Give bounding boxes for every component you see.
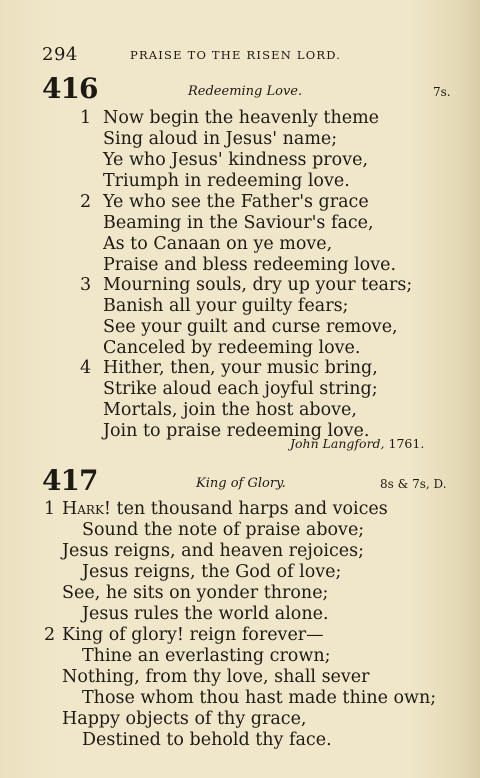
verse-number: 2 xyxy=(44,625,56,645)
author-name: John Langford, xyxy=(290,436,385,451)
verse-line: Now begin the heavenly theme xyxy=(103,108,380,128)
verse-number: 2 xyxy=(80,192,92,212)
verse-line: Triumph in redeeming love. xyxy=(103,171,350,191)
verse-number: 1 xyxy=(44,499,56,519)
first-line-rest: ten thousand harps and voices xyxy=(110,499,388,519)
verse-line: Join to praise redeeming love. xyxy=(103,421,370,441)
hymn-title-416: Redeeming Love. xyxy=(188,84,303,99)
hymn-meter-416: 7s. xyxy=(433,85,451,99)
verse-line: Nothing, from thy love, shall sever xyxy=(62,667,370,687)
verse-line: Mortals, join the host above, xyxy=(103,400,357,420)
verse-line: Jesus reigns, and heaven rejoices; xyxy=(62,541,364,561)
verse-line: Praise and bless redeeming love. xyxy=(103,255,397,275)
verse-line: Thine an everlasting crown; xyxy=(82,646,331,666)
verse-number: 4 xyxy=(80,358,92,378)
verse-line: Sound the note of praise above; xyxy=(82,520,365,540)
verse-line: Beaming in the Saviour's face, xyxy=(103,213,374,233)
hymn-title-417: King of Glory. xyxy=(196,476,286,491)
hymn-attribution-416 xyxy=(290,436,424,451)
page-number: 294 xyxy=(42,44,78,65)
verse-line: Hither, then, your music bring, xyxy=(103,358,378,378)
running-title: PRAISE TO THE RISEN LORD. xyxy=(130,48,342,62)
first-word: Hark! xyxy=(62,499,111,519)
verse-line xyxy=(62,499,388,520)
verse-line: Ye who see the Father's grace xyxy=(103,192,369,212)
verse-line: See your guilt and curse remove, xyxy=(103,317,398,337)
hymn-number-417: 417 xyxy=(42,464,98,497)
verse-line: Sing aloud in Jesus' name; xyxy=(103,129,338,149)
verse-number: 3 xyxy=(80,275,92,295)
hymn-meter-417: 8s & 7s, D. xyxy=(380,477,447,491)
verse-line: Jesus reigns, the God of love; xyxy=(82,562,342,582)
verse-number: 1 xyxy=(80,108,92,128)
author-year: 1761. xyxy=(388,436,425,451)
verse-line: King of glory! reign forever— xyxy=(62,625,324,645)
verse-line: Those whom thou hast made thine own; xyxy=(82,688,437,708)
verse-line: Ye who Jesus' kindness prove, xyxy=(103,150,369,170)
hymn-number-416: 416 xyxy=(42,72,98,105)
verse-line: Jesus rules the world alone. xyxy=(82,604,329,624)
verse-line: See, he sits on yonder throne; xyxy=(62,583,329,603)
verse-line: As to Canaan on ye move, xyxy=(103,234,333,254)
verse-line: Happy objects of thy grace, xyxy=(62,709,307,729)
verse-line: Canceled by redeeming love. xyxy=(103,338,361,358)
verse-line: Banish all your guilty fears; xyxy=(103,296,349,316)
verse-line: Strike aloud each joyful string; xyxy=(103,379,378,399)
verse-line: Mourning souls, dry up your tears; xyxy=(103,275,413,295)
verse-line: Destined to behold thy face. xyxy=(82,730,332,750)
